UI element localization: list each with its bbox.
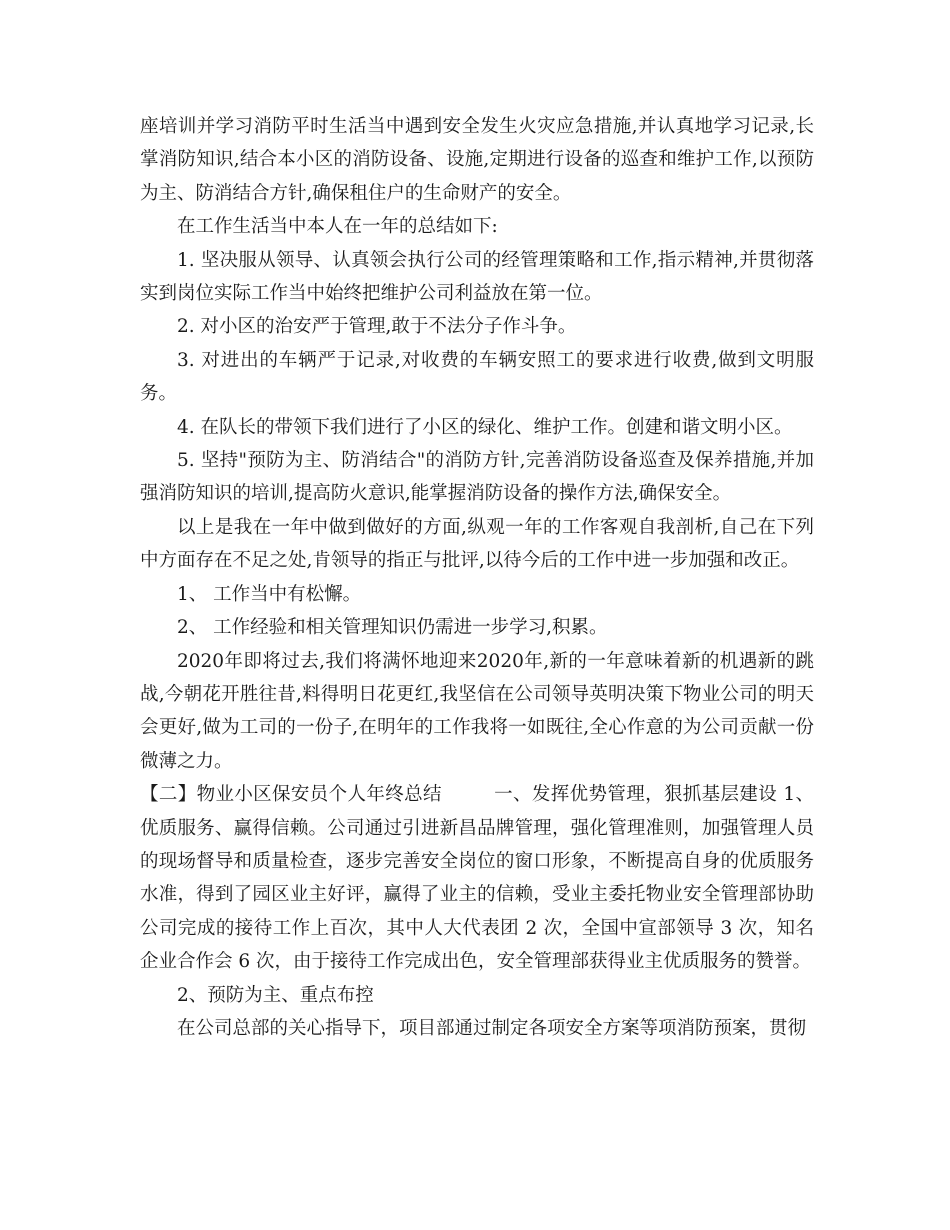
paragraph: 在工作生活当中本人在一年的总结如下:: [177, 216, 498, 238]
list-item: 5. 坚持"预防为主、防消结合"的消防方针,完善消防设备巡查及保养措施,并加强消防知识的培训,提高防火意识,能掌握消防设备的操作方法,确保安全。: [140, 450, 814, 505]
section-2-body: 一、发挥优势管理，狠抓基层建设 1、优质服务、赢得信赖。公司通过引进新昌品牌管理，强化管理准则，加强管理人员的现场督导和质量检查，逐步完善安全岗位的窗口形象，不断提高自身的优质服务水准，得到了园区业主好评，赢得了业主的信赖，受业主委托物业安全管理部协助公司完成的接待工作上百次，其中人大代表团 2 次，全国中宣部领导 3 次，知名企业合作会 6 次，由于接待工作完成出色，安全管理部获得业主优质服务的赞誉。: [140, 784, 814, 973]
list-item: 4. 在队长的带领下我们进行了小区的绿化、维护工作。创建和谐文明小区。: [177, 416, 793, 438]
paragraph: 以上是我在一年中做到做好的方面,纵观一年的工作客观自我剖析,自己在下列中方面存在不足之处,肯领导的指正与批评,以待今后的工作中进一步加强和改正。: [140, 516, 814, 572]
list-item: 1、 工作当中有松懈。: [177, 583, 362, 605]
paragraph: 座培训并学习消防平时生活当中遇到安全发生火灾应急措施,并认真地学习记录,长掌消防知识,结合本小区的消防设备、设施,定期进行设备的巡查和维护工作,以预防为主、防消结合方针,确保租住户的生命财产的安全。: [140, 116, 814, 204]
list-item: 2、 工作经验和相关管理知识仍需进一步学习,积累。: [177, 617, 608, 639]
subheading: 2、预防为主、重点布控: [177, 984, 374, 1006]
paragraph: 在公司总部的关心指导下，项目部通过制定各项安全方案等项消防预案，贯彻: [177, 1017, 807, 1039]
list-item: 2. 对小区的治安严于管理,敢于不法分子作斗争。: [177, 316, 577, 338]
list-item: 3. 对进出的车辆严于记录,对收费的车辆安照工的要求进行收费,做到文明服务。: [140, 349, 814, 405]
section-2-paragraph: [140, 778, 814, 978]
section-2-heading: 【二】物业小区保安员个人年终总结: [140, 784, 442, 806]
list-item: 1. 坚决服从领导、认真领会执行公司的经管理策略和工作,指示精神,并贯彻落实到岗位实际工作当中始终把维护公司利益放在第一位。: [140, 249, 814, 305]
paragraph: 2020年即将过去,我们将满怀地迎来2020年,新的一年意味着新的机遇新的跳战,今朝花开胜往昔,料得明日花更红,我坚信在公司领导英明决策下物业公司的明天会更好,做为工司的一份子,在明年的工作我将一如既往,全心作意的为公司贡献一份微薄之力。: [140, 650, 814, 772]
document-body: [140, 110, 814, 1045]
